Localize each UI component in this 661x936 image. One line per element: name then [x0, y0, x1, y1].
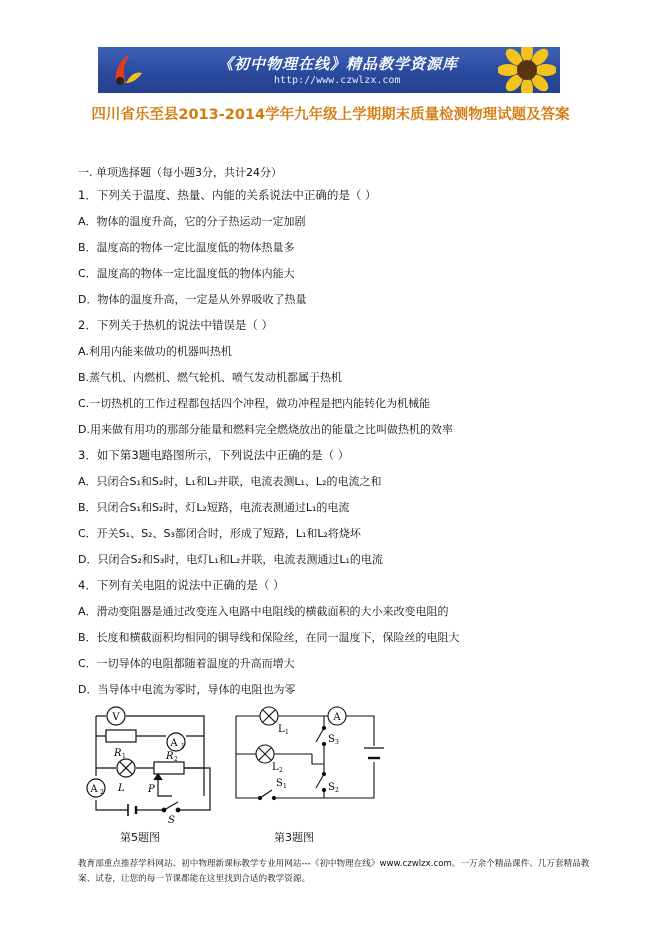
resistor-r2-label: R: [166, 751, 174, 762]
site-logo-icon: [106, 51, 146, 89]
document-title: 四川省乐至县2013-2014学年九年级上学期期末质量检测物理试题及答案: [91, 107, 570, 123]
question-4-option-c: C．一切导体的电阻都随着温度的升高而增大: [78, 657, 295, 670]
question-3-option-c: C．开关S₁、S₂、S₃都闭合时，形成了短路，L₁和L₂将烧坏: [78, 527, 361, 540]
question-1-option-a: A．物体的温度升高，它的分子热运动一定加剧: [78, 215, 306, 228]
question-2-option-d: D.用来做有用功的那部分能量和燃料完全燃烧放出的能量之比叫做热机的效率: [78, 423, 453, 436]
question-4-option-a: A．滑动变阻器是通过改变连入电路中电阻线的横截面积的大小来改变电阻的: [78, 605, 449, 618]
ammeter-a2-sub: 2: [100, 789, 104, 796]
question-1-stem: 1．下列关于温度、热量、内能的关系说法中正确的是（ ）: [78, 188, 377, 202]
footer-note: 教育部重点推荐学科网站、初中物理新课标教学专业用网站---《初中物理在线》www.czwlzx.com。一万余个精品课件、几万套精品教案、试卷，让您的每一节课都能在这里找到合适的教学资源。: [78, 859, 590, 884]
header-banner: [98, 47, 560, 93]
question-3-stem: 3．如下第3题电路图所示，下列说法中正确的是（ ）: [78, 448, 350, 462]
switch-s-label: S: [168, 815, 175, 824]
question-1-option-d: D．物体的温度升高，一定是从外界吸收了热量: [78, 293, 307, 306]
switch-s3-label: S: [328, 734, 335, 745]
question-3-option-b: B．只闭合S₁和S₂时，灯L₂短路，电流表测通过L₁的电流: [78, 501, 350, 514]
banner-url[interactable]: http://www.czwlzx.com: [274, 75, 401, 86]
slider-p-label: P: [148, 784, 155, 795]
resistor-r1-sub: 1: [122, 753, 126, 760]
switch-s2-label: S: [328, 782, 335, 793]
sunflower-icon: [498, 47, 556, 93]
figure-3-caption: 第3题图: [274, 831, 314, 844]
question-1-option-c: C．温度高的物体一定比温度低的物体内能大: [78, 267, 295, 280]
ammeter-label: A: [333, 712, 341, 723]
question-1-option-b: B．温度高的物体一定比温度低的物体热量多: [78, 241, 295, 254]
ammeter-a1-sub: 1: [181, 743, 185, 750]
switch-s1-label: S: [276, 778, 283, 789]
lamp-l1-label: L: [278, 724, 285, 735]
question-3-option-a: A．只闭合S₁和S₂时，L₁和L₂并联，电流表测L₁、L₂的电流之和: [78, 475, 382, 488]
question-4-option-d: D．当导体中电流为零时，导体的电阻也为零: [78, 683, 296, 696]
question-3-option-d: D．只闭合S₂和S₃时，电灯L₁和L₂并联，电流表测通过L₁的电流: [78, 553, 383, 566]
question-4-stem: 4．下列有关电阻的说法中正确的是（ ）: [78, 578, 285, 592]
voltmeter-label: V: [112, 712, 120, 723]
ammeter-a2-label: A: [90, 784, 98, 795]
figure-3-circuit: [228, 702, 384, 806]
question-4-option-b: B．长度和横截面积均相同的铜导线和保险丝，在同一温度下，保险丝的电阻大: [78, 631, 460, 644]
section-heading: 一. 单项选择题（每小题3分，共计24分）: [78, 166, 282, 179]
resistor-r2-sub: 2: [174, 756, 178, 763]
switch-s3-sub: 3: [335, 739, 339, 746]
figure-5-circuit: [82, 702, 222, 824]
lamp-l2-label: L: [272, 762, 279, 773]
question-2-option-a: A.利用内能来做功的机器叫热机: [78, 345, 232, 358]
resistor-r1-label: R: [114, 748, 122, 759]
question-2-option-b: B.蒸气机、内燃机、燃气轮机、喷气发动机都属于热机: [78, 371, 343, 384]
ammeter-a1-label: A: [170, 738, 178, 749]
switch-s1-sub: 1: [283, 783, 287, 790]
question-2-stem: 2．下列关于热机的说法中错误是（ ）: [78, 318, 273, 332]
figure-5-caption: 第5题图: [120, 831, 160, 844]
banner-title: 《初中物理在线》精品教学资源库: [218, 55, 459, 73]
lamp-l2-sub: 2: [279, 767, 283, 774]
lamp-l1-sub: 1: [285, 729, 289, 736]
question-2-option-c: C.一切热机的工作过程都包括四个冲程，做功冲程是把内能转化为机械能: [78, 397, 431, 410]
switch-s2-sub: 2: [335, 787, 339, 794]
lamp-l-label: L: [118, 783, 125, 794]
